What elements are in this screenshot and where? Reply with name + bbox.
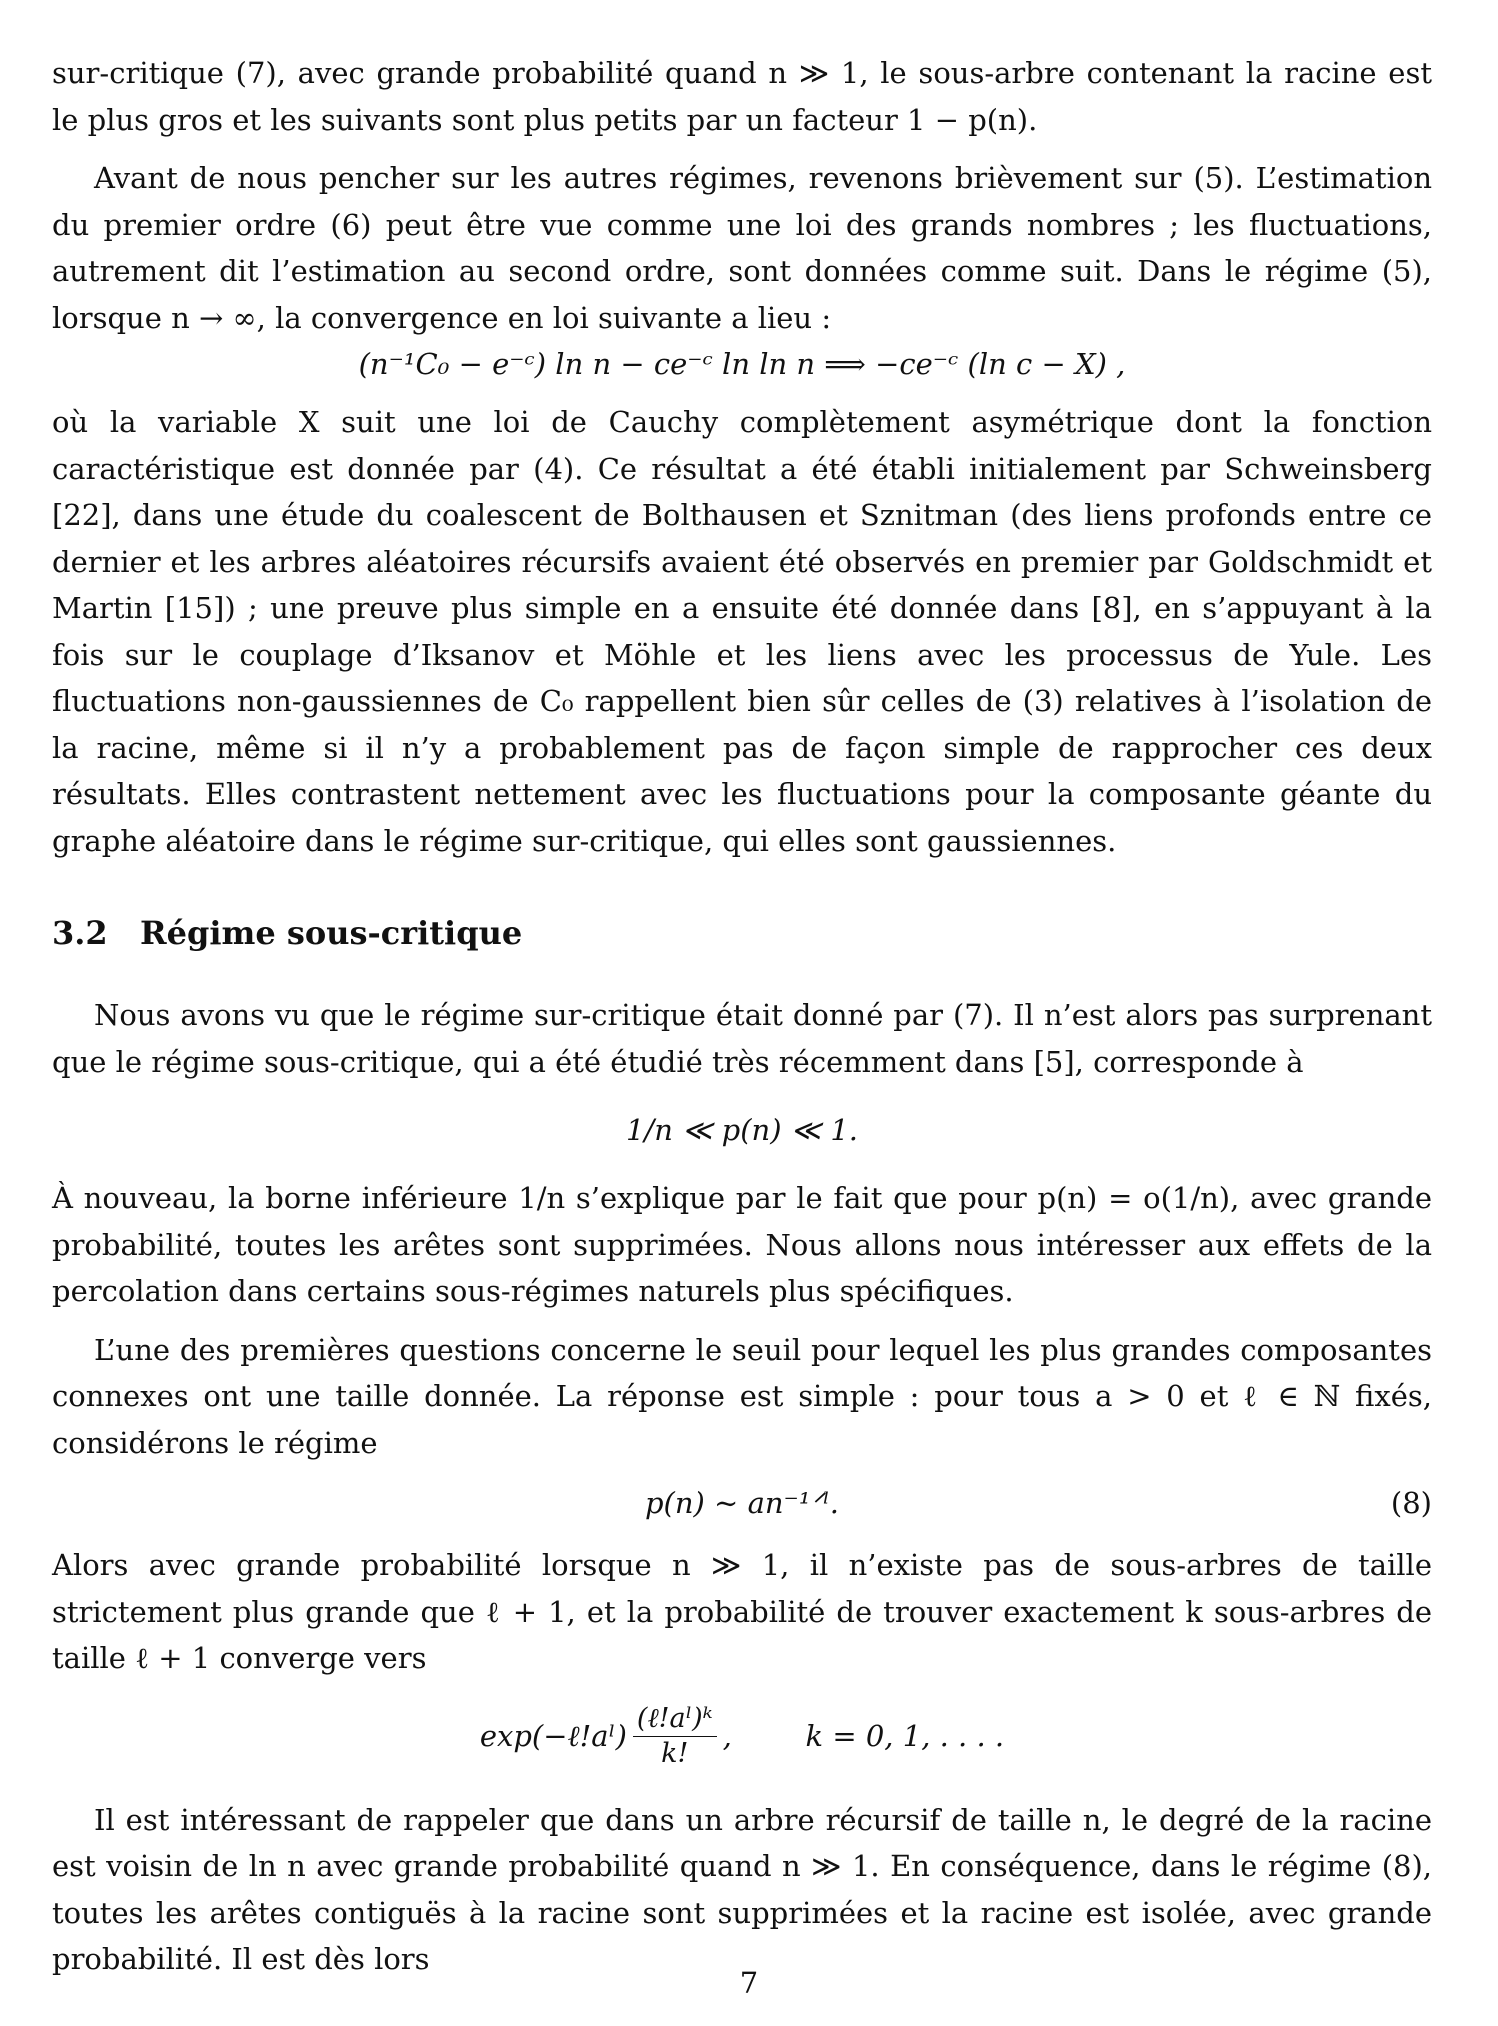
- section-number: 3.2: [52, 914, 108, 952]
- paragraph-1: sur-critique (7), avec grande probabilité quand n ≫ 1, le sous-arbre contenant la racine est le plus gros et les suivants sont plus petits par un facteur 1 − p(n).: [52, 56, 1432, 137]
- equation-8-row: [52, 1486, 1432, 1520]
- equation-8-number: (8): [1390, 1486, 1432, 1520]
- equation-fluctuations: (n⁻¹C₀ − e⁻ᶜ) ln n − ce⁻ᶜ ln ln n ⟹ −ce⁻ᶜ (ln c − X) ,: [358, 347, 1126, 381]
- page-body: [52, 50, 1432, 1983]
- equation-subcritical: 1/n ≪ p(n) ≪ 1.: [625, 1113, 859, 1147]
- paragraph-8: Il est intéressant de rappeler que dans un arbre récursif de taille n, le degré de la racine est voisin de ln n avec grande probabilité quand n ≫ 1. En conséquence, dans le régime (8), toutes les arêtes contiguës à la racine sont supprimées et la racine est isolée, avec grande probabilité. Il est dès lors: [52, 1802, 1432, 1976]
- paragraph-4: Nous avons vu que le régime sur-critique était donné par (7). Il n’est alors pas surprenant que le régime sous-critique, qui a été étudié très récemment dans [5], corresponde à: [52, 998, 1432, 1079]
- fraction-denominator: k!: [661, 1737, 689, 1769]
- paragraph-3: où la variable X suit une loi de Cauchy complètement asymétrique dont la fonction caractéristique est donnée par (4). Ce résultat a été établi initialement par Schweinsberg [22], dans une étude du coalescent de Bolthausen et Sznitman (des liens profonds entre ce dernier et les arbres aléatoires récursifs avaient été observés en premier par Goldschmidt et Martin [15]) ; une preuve plus simple en a ensuite été donnée dans [8], en s’appuyant à la fois sur le couplage d’Iksanov et Möhle et les liens avec les processus de Yule. Les fluctuations non-gaussiennes de C₀ rappellent bien sûr celles de (3) relatives à l’isolation de la racine, même si il n’y a probablement pas de façon simple de rapprocher ces deux résultats. Elles contrastent nettement avec les fluctuations pour la composante géante du graphe aléatoire dans le régime sur-critique, qui elles sont gaussiennes.: [52, 405, 1432, 858]
- paragraph-5: À nouveau, la borne inférieure 1/n s’explique par le fait que pour p(n) = o(1/n), avec grande probabilité, toutes les arêtes sont supprimées. Nous allons nous intéresser aux effets de la percolation dans certains sous-régimes naturels plus spécifiques.: [52, 1181, 1432, 1308]
- page-number: 7: [739, 1966, 759, 2000]
- equation-poisson-prefix: exp(−ℓ!aˡ): [479, 1718, 627, 1753]
- section-title: Régime sous-critique: [140, 914, 523, 952]
- equation-8: p(n) ∼ an⁻¹ᐟˡ.: [644, 1486, 840, 1520]
- paragraph-2: Avant de nous pencher sur les autres régimes, revenons brièvement sur (5). L’estimation du premier ordre (6) peut être vue comme une loi des grands nombres ; les fluctuations, autrement dit l’estimation au second ordre, sont données comme suit. Dans le régime (5), lorsque n → ∞, la convergence en loi suivante a lieu :: [52, 161, 1432, 335]
- paragraph-7: Alors avec grande probabilité lorsque n ≫ 1, il n’existe pas de sous-arbres de taille strictement plus grande que ℓ + 1, et la probabilité de trouver exactement k sous-arbres de taille ℓ + 1 converge vers: [52, 1548, 1432, 1675]
- equation-poisson-suffix: , k = 0, 1, . . . .: [722, 1719, 1005, 1753]
- equation-poisson: [52, 1702, 1432, 1771]
- paragraph-6: L’une des premières questions concerne le seuil pour lequel les plus grandes composantes connexes ont une taille donnée. La réponse est simple : pour tous a > 0 et ℓ ∈ ℕ fixés, considérons le régime: [52, 1332, 1432, 1460]
- equation-poisson-fraction: [633, 1702, 717, 1771]
- fraction-numerator: (ℓ!aˡ)ᵏ: [633, 1702, 717, 1737]
- section-heading: [52, 914, 1432, 952]
